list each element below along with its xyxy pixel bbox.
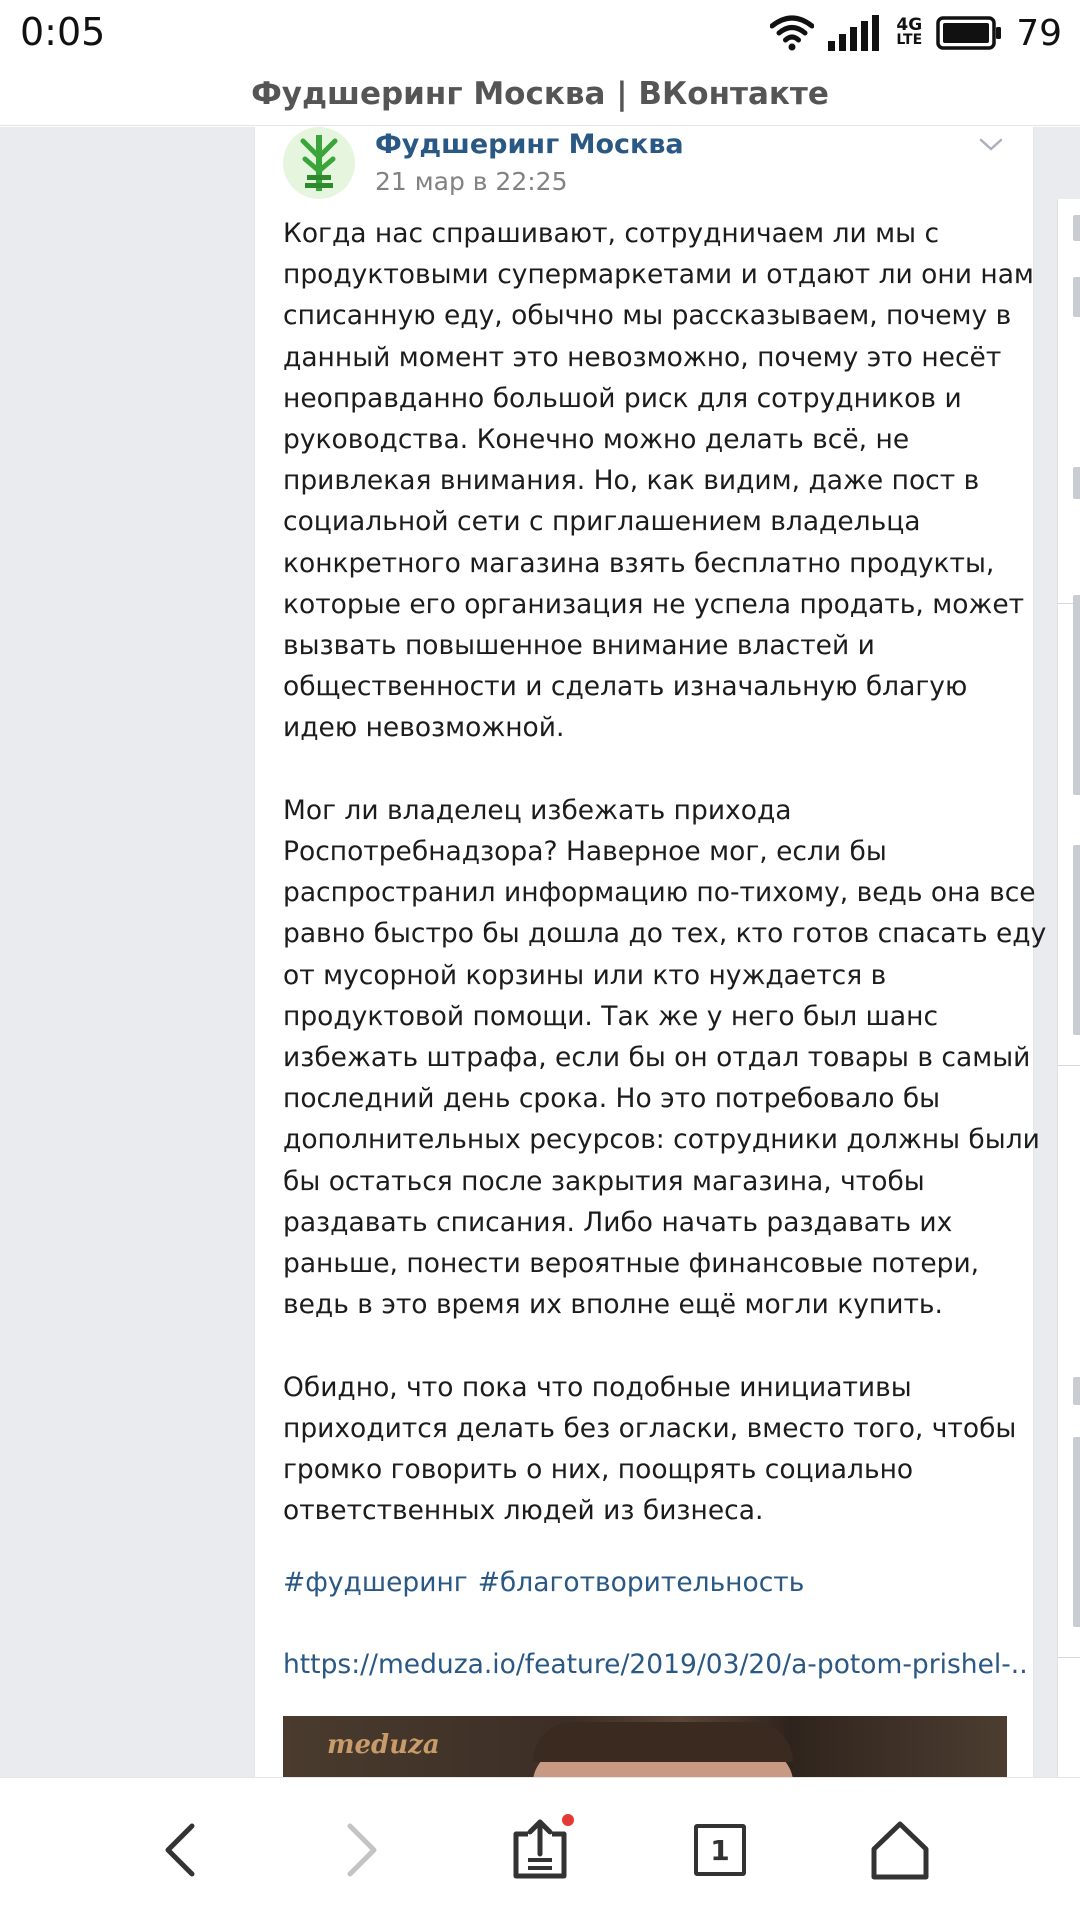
text-line: дополнительных ресурсов: сотрудники должны были: [283, 1124, 1040, 1156]
text-line: равно быстро бы дошла до тех, кто готов спасать еду: [283, 918, 1047, 950]
battery-percent: 79: [1016, 12, 1062, 54]
network-sub: LTE: [896, 32, 923, 48]
sidebar-fragment: [1073, 595, 1080, 795]
browser-bottom-nav: [0, 1777, 1080, 1920]
text-line: ответственных людей из бизнеса.: [283, 1495, 764, 1527]
text-line: данный момент это невозможно, почему это несёт: [283, 341, 1002, 373]
post-date[interactable]: 21 мар в 22:25: [375, 167, 568, 196]
hashtags: [283, 1567, 814, 1598]
home-button[interactable]: [860, 1812, 940, 1888]
text-line: списанную еду, обычно мы рассказываем, почему в: [283, 300, 1012, 332]
text-line: которые его организация не успела продать, может: [283, 588, 1025, 620]
share-icon: [508, 1818, 572, 1882]
text-line: продуктовой помощи. Так же у него был шанс: [283, 1000, 939, 1032]
post-card: [254, 127, 1047, 1777]
text-line: от мусорной корзины или кто нуждается в: [283, 959, 887, 991]
text-line: раздавать списания. Либо начать раздавать их: [283, 1206, 953, 1238]
hashtag-link[interactable]: #благотворительность: [477, 1567, 805, 1598]
sidebar-fragment: [1073, 1437, 1080, 1627]
tree-logo-icon: [283, 127, 355, 199]
notification-dot: [562, 1814, 574, 1826]
forward-button[interactable]: [322, 1812, 402, 1888]
hashtag-link[interactable]: #фудшеринг: [283, 1567, 468, 1598]
page-content[interactable]: [0, 127, 1080, 1777]
post-text: [283, 213, 1047, 1573]
share-button[interactable]: [500, 1812, 580, 1888]
text-line: конкретного магазина взять бесплатно продукты,: [283, 547, 995, 579]
text-line: ведь в это время их вполне ещё могли купить.: [283, 1289, 943, 1321]
preview-logo: meduza: [327, 1730, 440, 1760]
group-avatar[interactable]: [283, 127, 355, 199]
text-line: неоправданно большой риск для сотрудников и: [283, 382, 962, 414]
sidebar-fragment: [1073, 845, 1080, 1035]
text-line: вызвать повышенное внимание властей и: [283, 630, 875, 662]
forward-icon: [342, 1822, 382, 1878]
text-line: распространил информацию по-тихому, ведь она все: [283, 877, 1036, 909]
title-bar: [0, 66, 1080, 126]
text-line: идею невозможной.: [283, 712, 565, 744]
back-button[interactable]: [140, 1812, 220, 1888]
text-line: избежать штрафа, если бы он отдал товары в самый: [283, 1042, 1031, 1074]
network-label: 4G: [896, 15, 923, 35]
text-line: последний день срока. Но это потребовало бы: [283, 1083, 941, 1115]
battery-icon: [936, 16, 1002, 50]
external-link[interactable]: https://meduza.io/feature/2019/03/20/a-potom-prishel-..: [283, 1649, 1028, 1680]
text-line: громко говорить о них, поощрять социально: [283, 1454, 914, 1486]
sidebar-fragment: [1073, 215, 1080, 241]
tab-count: 1: [710, 1833, 730, 1867]
text-line: Когда нас спрашивают, сотрудничаем ли мы с: [283, 218, 940, 249]
signal-icon: [828, 15, 882, 51]
sidebar-fragment: [1073, 1377, 1080, 1405]
text-line: продуктовыми супермаркетами и отдают ли они нам: [283, 259, 1034, 291]
text-line: бы остаться после закрытия магазина, чтобы: [283, 1165, 925, 1197]
text-line: Обидно, что пока что подобные инициативы: [283, 1371, 912, 1403]
text-line: руководства. Конечно можно делать всё, не: [283, 424, 910, 456]
text-line: приходится делать без огласки, вместо того, чтобы: [283, 1412, 1017, 1444]
preview-photo-detail: [533, 1722, 793, 1762]
text-line: раньше, понести вероятные финансовые потери,: [283, 1248, 980, 1280]
sidebar-fragment: [1073, 467, 1080, 499]
back-icon: [160, 1822, 200, 1878]
home-icon: [868, 1819, 932, 1881]
text-line: общественности и сделать изначальную благую: [283, 671, 968, 703]
sidebar-divider: [1057, 1065, 1080, 1066]
sidebar-divider: [1057, 1657, 1080, 1658]
network-type: [896, 15, 923, 48]
status-time: 0:05: [20, 10, 106, 54]
text-line: Мог ли владелец избежать прихода: [283, 794, 792, 826]
tabs-button[interactable]: [680, 1812, 760, 1888]
post-paragraph: [283, 790, 1047, 1326]
post-paragraph: [283, 213, 1034, 749]
status-icons: [770, 8, 1062, 58]
chevron-down-icon[interactable]: [979, 137, 1003, 153]
post-author[interactable]: Фудшеринг Москва: [375, 129, 684, 160]
post-paragraph: [283, 1367, 1023, 1532]
tabs-icon: [694, 1824, 746, 1876]
wifi-icon: [770, 14, 814, 52]
text-line: социальной сети с приглашением владельца: [283, 506, 921, 538]
status-bar: [0, 0, 1080, 66]
sidebar-fragment: [1073, 277, 1080, 317]
text-line: привлекая внимания. Но, как видим, даже пост в: [283, 465, 980, 497]
link-preview-image[interactable]: [283, 1716, 1007, 1777]
page-title: Фудшеринг Москва | ВКонтакте: [251, 76, 829, 112]
text-line: Роспотребнадзора? Наверное мог, если бы: [283, 836, 887, 868]
